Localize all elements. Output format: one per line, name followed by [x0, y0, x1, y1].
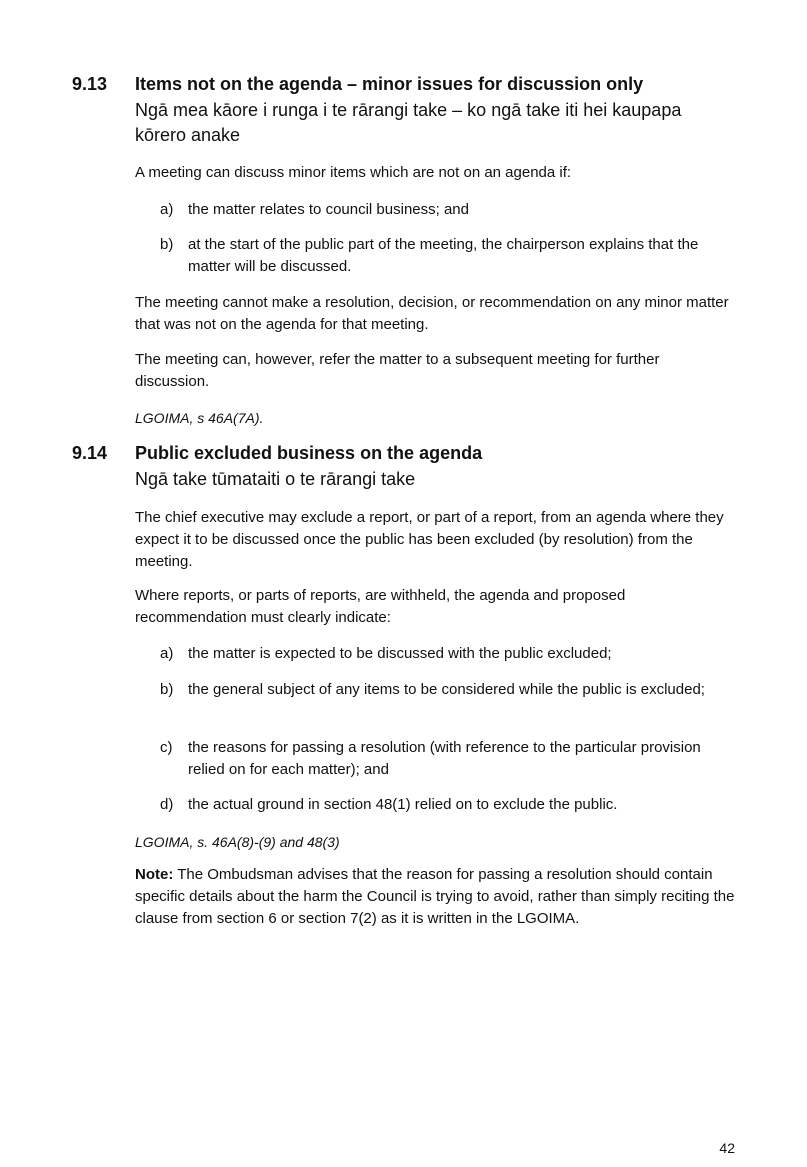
list-text: at the start of the public part of the meeting, the chairperson explains that the matter will be discussed. [188, 236, 699, 275]
section-number: 9.14 [72, 443, 108, 463]
list-text: the general subject of any items to be considered while the public is excluded; [188, 681, 705, 698]
list-text: the reasons for passing a resolution (with reference to the particular provision relied on for each matter); and [188, 739, 701, 778]
page-number: 42 [719, 1140, 735, 1156]
paragraph: The meeting cannot make a resolution, decision, or recommendation on any minor matter that was not on the agenda for that meeting. [135, 294, 729, 333]
section-title: Public excluded business on the agenda [135, 443, 483, 463]
section-number: 9.13 [72, 74, 108, 94]
list-marker: a) [160, 645, 174, 662]
intro-paragraph: A meeting can discuss minor items which are not on an agenda if: [135, 164, 572, 181]
section-title: Items not on the agenda – minor issues for discussion only [135, 74, 644, 94]
note-paragraph [135, 864, 735, 930]
list-marker: b) [160, 681, 174, 698]
list-text: the actual ground in section 48(1) relied on to exclude the public. [188, 796, 618, 813]
paragraph: The meeting can, however, refer the matter to a subsequent meeting for further discussion. [135, 351, 660, 390]
list-marker: c) [160, 739, 173, 756]
section-subtitle-maori: Ngā mea kāore i runga i te rārangi take – ko ngā take iti hei kaupapa kōrero anake [135, 100, 682, 145]
section-subtitle-maori: Ngā take tūmataiti o te rārangi take [135, 469, 416, 489]
list-text: the matter relates to council business; and [188, 201, 469, 218]
note-text: The Ombudsman advises that the reason for passing a resolution should contain specific details about the harm the Council is trying to avoid, rather than simply reciting the clause from section 6 or section 7(2) as it is written in the LGOIMA. [135, 866, 735, 927]
citation: LGOIMA, s 46A(7A). [135, 410, 264, 426]
list-marker: b) [160, 236, 174, 253]
paragraph: Where reports, or parts of reports, are withheld, the agenda and proposed recommendation must clearly indicate: [135, 587, 626, 626]
list-marker: d) [160, 796, 174, 813]
note-label: Note: [135, 866, 174, 883]
citation: LGOIMA, s. 46A(8)-(9) and 48(3) [135, 834, 340, 850]
list-marker: a) [160, 201, 174, 218]
paragraph: The chief executive may exclude a report, or part of a report, from an agenda where they expect it to be discussed once the public has been excluded (by resolution) from the meeting. [135, 509, 724, 570]
list-text: the matter is expected to be discussed with the public excluded; [188, 645, 612, 662]
